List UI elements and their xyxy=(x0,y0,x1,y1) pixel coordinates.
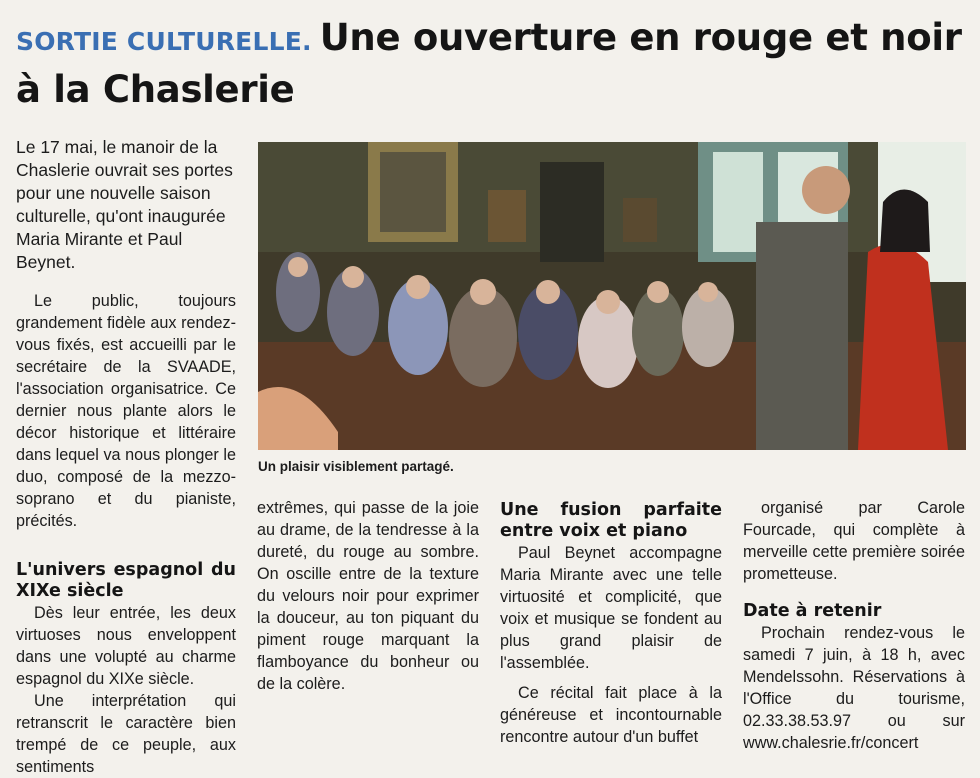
photo-caption: Un plaisir visiblement partagé. xyxy=(258,459,454,474)
article-lead: Le 17 mai, le manoir de la Chaslerie ouvrait ses portes pour une nouvelle saison culturelle, qu'ont inaugurée Maria Mirante et Paul Beynet. xyxy=(16,137,233,272)
column-3 xyxy=(500,500,722,748)
column-2 xyxy=(257,497,479,695)
paragraph-extremes: extrêmes, qui passe de la joie au drame, de la tendresse à la dureté, du rouge au sombre. On oscille entre de la texture du velours noir pour exprimer la douceur, au ton piquant du piment rouge marquant la flamboyance du bonheur ou de la colère. xyxy=(257,499,479,693)
subheading-fusion: Une fusion parfaite entre voix et piano xyxy=(500,500,722,541)
column-4 xyxy=(743,497,965,754)
paragraph-rendezvous: Prochain rendez-vous le samedi 7 juin, à 18 h, avec Mendelssohn. Réservations à l'Office du tourisme, 02.33.38.53.97 ou sur www.chalesrie.fr/concert xyxy=(743,624,965,752)
article-title: Une ouverture en rouge et noir à la Chaslerie xyxy=(16,16,962,111)
paragraph-beynet: Paul Beynet accompagne Maria Mirante avec une telle virtuosité et complicité, que voix et musique se fondent au plus grand plaisir de l'assemblée. xyxy=(500,544,722,672)
subheading-univers: L'univers espagnol du XIXe siècle xyxy=(16,560,236,601)
subheading-date: Date à retenir xyxy=(743,601,882,621)
paragraph-fourcade: organisé par Carole Fourcade, qui complète à merveille cette première soirée prometteuse. xyxy=(743,499,965,583)
paragraph-recital: Ce récital fait place à la généreuse et incontournable rencontre autour d'un buffet xyxy=(500,684,722,746)
paragraph-entree: Dès leur entrée, les deux virtuoses nous enveloppent dans une volupté au charme espagnol du XIXe siècle. xyxy=(16,604,236,688)
column-1 xyxy=(16,290,236,778)
paragraph-public: Le public, toujours grandement fidèle aux rendez-vous fixés, est accueilli par le secrétaire de la SVAADE, l'association organisatrice. Ce dernier nous plante alors le décor historique et littéraire dans lequel va nous plonger le duo, composé de la mezzo-soprano et du pianiste, précités. xyxy=(16,292,236,530)
paragraph-interpretation: Une interprétation qui retranscrit le caractère bien trempé de ce peuple, aux sentiments xyxy=(16,692,236,776)
headline xyxy=(16,14,966,114)
section-kicker: SORTIE CULTURELLE. xyxy=(16,27,312,56)
concert-photo xyxy=(258,142,966,450)
